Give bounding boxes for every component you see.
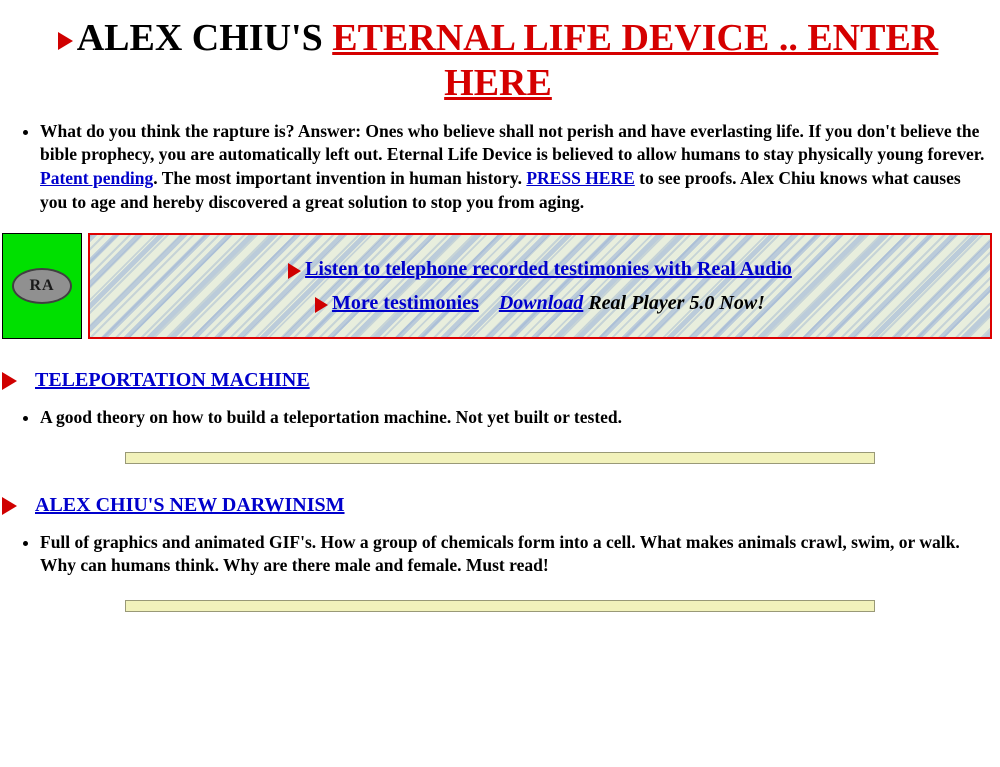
- listen-testimonies-link[interactable]: Listen to telephone recorded testimonies with Real Audio: [305, 257, 792, 280]
- real-audio-row-more: [90, 292, 990, 314]
- divider-bar-1: [125, 452, 875, 464]
- download-real-player-link[interactable]: Download: [498, 291, 584, 314]
- teleportation-list: [0, 406, 1000, 430]
- download-group: [499, 292, 765, 314]
- teleportation-bullet: • A good theory on how to build a teleportation machine. Not yet built or tested.: [40, 406, 990, 430]
- red-arrow-icon: [58, 32, 73, 50]
- real-audio-row-listen: [90, 258, 990, 280]
- title-prefix: ALEX CHIU'S: [76, 17, 333, 59]
- eternal-life-device-link[interactable]: ETERNAL LIFE DEVICE .. ENTER HERE: [332, 17, 939, 104]
- red-arrow-icon: [2, 372, 17, 390]
- download-tail-text: Real Player 5.0 Now!: [583, 291, 765, 314]
- section-heading-teleportation: [2, 369, 1000, 392]
- intro-text-1: What do you think the rapture is? Answer: Ones who believe shall not perish and have everlasting life. If you don't believe the bible prophecy, you are automatically left out. Eternal Life Device is believed to allow humans to stay physically young forever.: [40, 120, 985, 165]
- divider-bar-2: [125, 600, 875, 612]
- more-testimonies-link[interactable]: More testimonies: [332, 291, 479, 314]
- real-audio-logo: [2, 233, 82, 339]
- real-audio-links: [88, 233, 992, 339]
- new-darwinism-link[interactable]: ALEX CHIU'S NEW DARWINISM: [35, 493, 345, 516]
- ra-icon: RA: [12, 268, 72, 304]
- real-audio-panel: [2, 233, 992, 339]
- press-here-link[interactable]: PRESS HERE: [526, 168, 635, 189]
- intro-list: [0, 120, 1000, 215]
- patent-pending-link[interactable]: Patent pending: [40, 168, 154, 189]
- intro-text-3: to see proofs. Alex Chiu knows what causes you to age and hereby discovered a great solution to stop you from aging.: [40, 168, 961, 213]
- section-heading-darwinism: [2, 494, 1000, 517]
- teleportation-machine-link[interactable]: TELEPORTATION MACHINE: [35, 368, 310, 391]
- red-arrow-icon: [2, 497, 17, 515]
- red-arrow-icon: [288, 263, 301, 279]
- darwinism-list: [0, 531, 1000, 579]
- darwinism-bullet: • Full of graphics and animated GIF's. How a group of chemicals form into a cell. What makes animals crawl, swim, or walk. Why can humans think. Why are there male and female. Must read!: [40, 531, 990, 579]
- more-testimonies-group: [315, 292, 479, 314]
- intro-text-2: . The most important invention in human history.: [153, 168, 527, 189]
- red-arrow-icon: [315, 297, 328, 313]
- page-title: [10, 16, 986, 106]
- page-body: [0, 16, 1000, 612]
- intro-bullet: [40, 120, 990, 215]
